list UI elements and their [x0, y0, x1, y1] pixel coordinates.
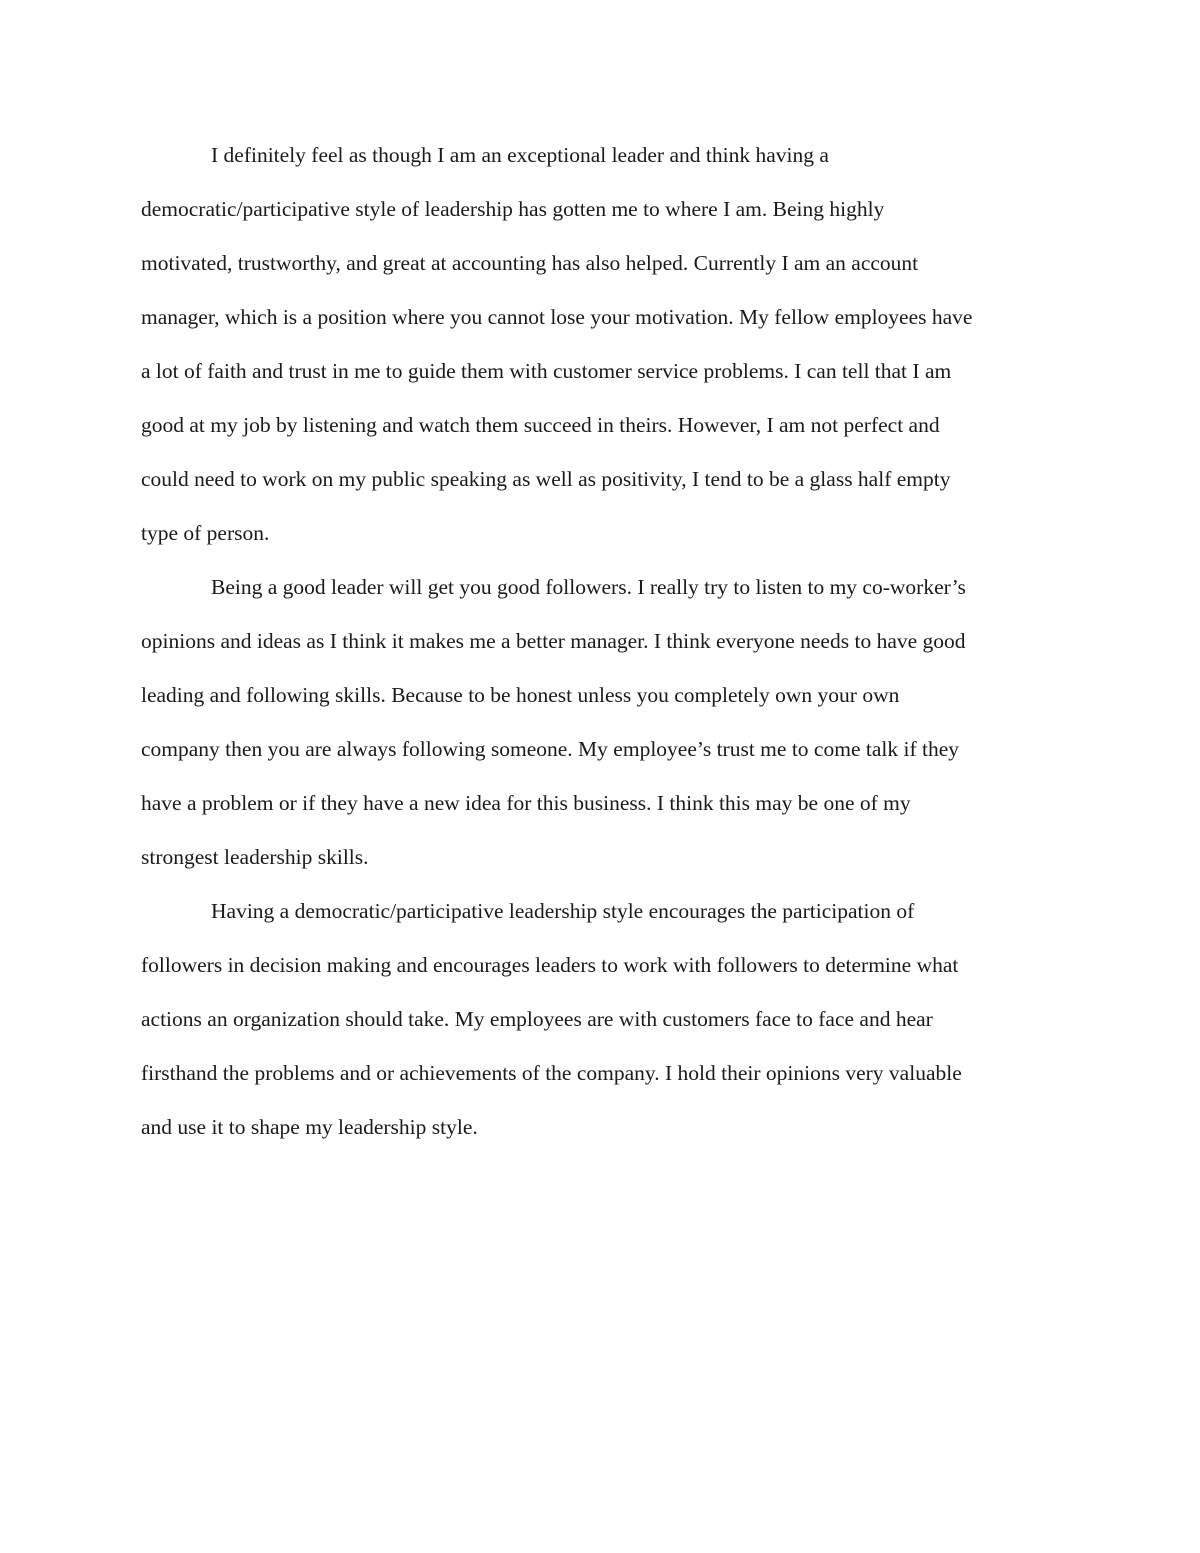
paragraph-line: have a problem or if they have a new idea for this business. I think this may be one of my	[141, 791, 911, 815]
paragraph-line: could need to work on my public speaking as well as positivity, I tend to be a glass half empty	[141, 467, 951, 491]
paragraph-1	[141, 128, 1059, 560]
paragraph-line: democratic/participative style of leadership has gotten me to where I am. Being highly	[141, 197, 885, 221]
paragraph-line: I definitely feel as though I am an exceptional leader and think having a	[211, 143, 829, 167]
paragraph-line: Having a democratic/participative leadership style encourages the participation of	[211, 899, 915, 923]
paragraph-line: strongest leadership skills.	[141, 845, 369, 869]
paragraph-3	[141, 884, 1059, 1154]
paragraph-line: manager, which is a position where you cannot lose your motivation. My fellow employees have	[141, 305, 973, 329]
document-body	[141, 128, 1059, 1154]
paragraph-line: followers in decision making and encourages leaders to work with followers to determine what	[141, 953, 959, 977]
paragraph-line: opinions and ideas as I think it makes me a better manager. I think everyone needs to have good	[141, 629, 966, 653]
paragraph-line: Being a good leader will get you good followers. I really try to listen to my co-worker’s	[211, 575, 966, 599]
paragraph-line: good at my job by listening and watch them succeed in theirs. However, I am not perfect and	[141, 413, 940, 437]
paragraph-2	[141, 560, 1059, 884]
paragraph-line: company then you are always following someone. My employee’s trust me to come talk if they	[141, 737, 959, 761]
paragraph-line: motivated, trustworthy, and great at accounting has also helped. Currently I am an account	[141, 251, 919, 275]
paragraph-line: type of person.	[141, 521, 270, 545]
paragraph-line: firsthand the problems and or achievements of the company. I hold their opinions very valuable	[141, 1061, 962, 1085]
paragraph-line: leading and following skills. Because to be honest unless you completely own your own	[141, 683, 900, 707]
paragraph-line: actions an organization should take. My employees are with customers face to face and hear	[141, 1007, 933, 1031]
paragraph-line: a lot of faith and trust in me to guide them with customer service problems. I can tell that I am	[141, 359, 952, 383]
paragraph-line: and use it to shape my leadership style.	[141, 1115, 478, 1139]
